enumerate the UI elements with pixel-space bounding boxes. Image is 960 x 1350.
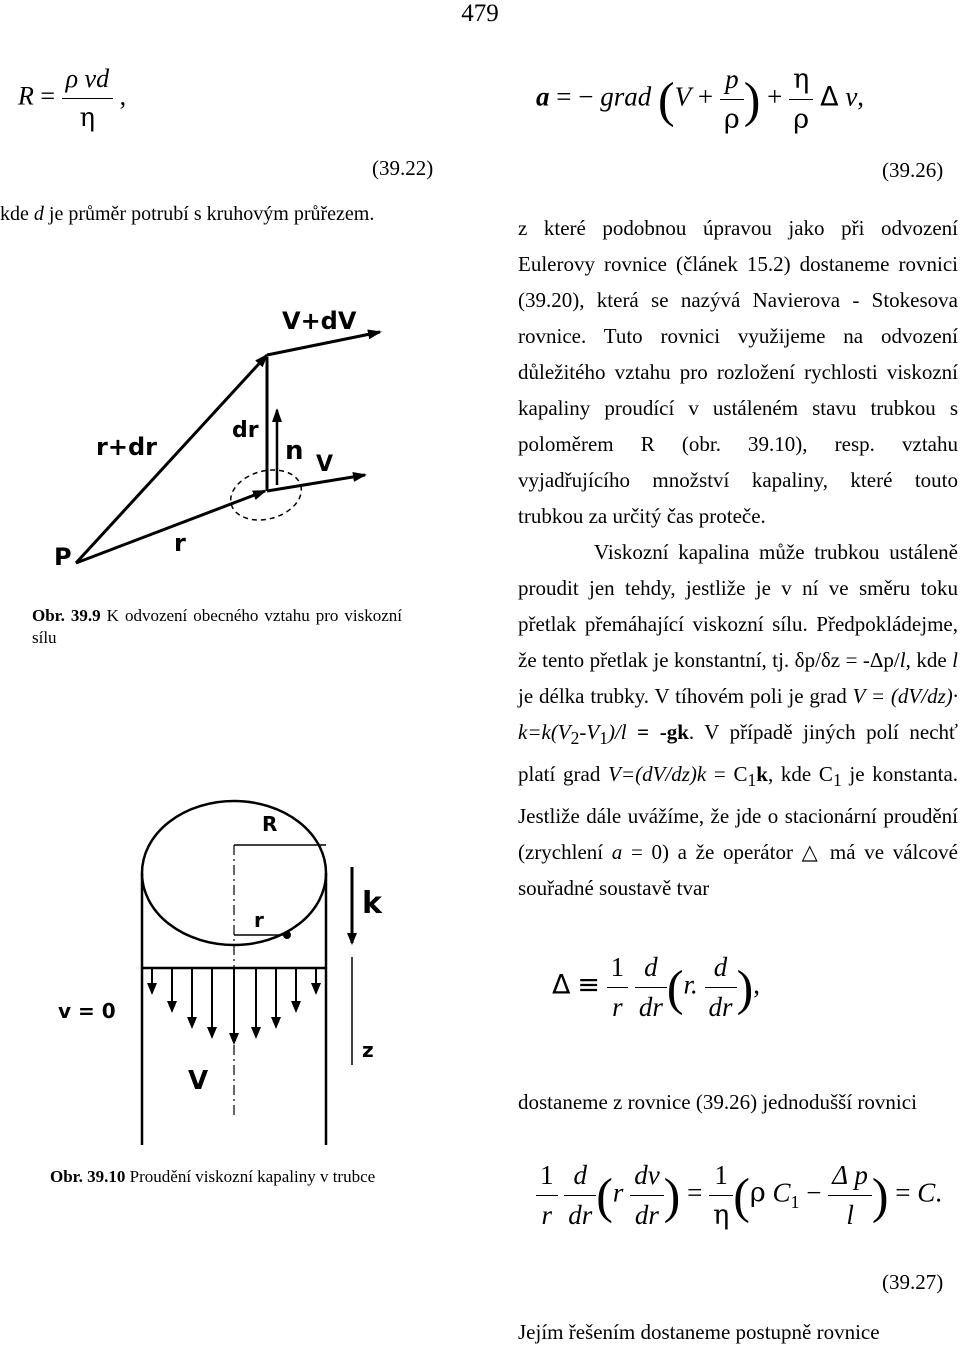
label-r-plus-dr: r+dr <box>96 433 157 461</box>
text-simpler-equation: dostaneme z rovnice (39.26) jednodušší rovnici <box>518 1090 917 1114</box>
equation-number-39-26: (39.26) <box>882 158 944 182</box>
page-number: 479 <box>461 0 499 27</box>
label-r-pipe: r <box>254 908 264 932</box>
label-k: k <box>362 886 382 921</box>
reynolds-denominator: η <box>79 103 96 133</box>
paragraph-viscous-flow: Viskozní kapalina může trubkou ustáleně proudit jen tehdy, jestliže je v ní ve směru toku přetlak přemáhající viskozní sílu. Předpokládejme, že tento přetlak je konstantní, tj. δp/δz = -Δp/l, kde l je délka trubky. V tíhovém poli je grad $V = (dV/dz)\cdot k=k(V_2-V_1)/l = -gk$. V případě jiných polí nechť platí grad $V=(dV/dz)k = C_1k$, kde $C_1$ je konstanta. Jestliže dále uvážíme, že jde o stacionární proudění (zrychlení a = 0) a že operátor △ má ve válcové souřadné soustavě tvar <box>518 540 959 901</box>
label-v: V <box>316 452 334 477</box>
radius-r-endpoint <box>283 931 291 939</box>
figure-39-10-pipe-flow <box>44 775 414 1150</box>
p-over-rho: $\frac{p}{\rho}$ <box>720 64 744 135</box>
equation-number-39-27: (39.27) <box>882 1270 944 1294</box>
label-z: z <box>362 1038 374 1062</box>
reynolds-numerator: ρ vd <box>62 64 114 99</box>
figure-39-9-vector-diagram <box>40 295 420 585</box>
vector-r <box>76 491 265 563</box>
label-V-profile: V <box>188 1066 209 1096</box>
equation-number-39-22: (39.22) <box>372 156 434 180</box>
label-v-plus-dv: V+dV <box>282 307 357 335</box>
reynolds-note: kde d je průměr potrubí s kruhovým průřezem. <box>0 203 375 225</box>
figure-39-9-caption: Obr. 39.9 K odvození obecného vztahu pro viskozní sílu <box>32 606 402 647</box>
vector-v-plus-dv <box>267 332 380 355</box>
navier-stokes-equation: a = − grad (V + $\frac{p}{\rho}$ ) + $\frac{\eta}{\rho}$ Δ v, <box>536 64 865 135</box>
reynolds-comma: , <box>119 81 127 111</box>
paragraph-navier-stokes: z které podobnou úpravou jako při odvození Eulerovy rovnice (článek 15.2) dostaneme rovnici (39.20), která se nazývá Navierova - Stokesova rovnice. Tuto rovnici využijeme na odvození důležitého vztahu pro rozložení rychlosti viskozní kapaliny proudící v ustáleném stavu trubkou s poloměrem R (obr. 39.10), resp. vztahu vyjadřujícího množství kapaliny, které touto trubkou za určitý čas proteče. <box>518 216 958 528</box>
eta-over-rho: $\frac{\eta}{\rho}$ <box>789 64 813 135</box>
label-p: P <box>54 543 72 571</box>
text-solution-intro: Jejím řešením dostaneme postupně rovnice <box>518 1320 880 1344</box>
label-dr: dr <box>232 418 259 443</box>
reynolds-lhs: R <box>18 81 34 111</box>
cylindrical-laplacian-equation: Δ ≡ $\frac{1}{r}$ $\frac{d}{dr}$ (r. $\frac{d}{dr}$ ), <box>552 952 760 1022</box>
figure-39-10-caption: Obr. 39.10 Proudění viskozní kapaliny v trubce <box>50 1167 376 1186</box>
vector-v <box>267 475 365 491</box>
label-r: r <box>174 529 186 557</box>
label-n: n <box>285 436 304 466</box>
simplified-flow-equation: $\frac{1}{r}$ $\frac{d}{dr}$ (r $\frac{dv}{dr}$ ) = $\frac{1}{\eta}$ (ρ $C_1$ − $\frac{\text{Δ p}}{l}$ ) = C. <box>536 1160 942 1231</box>
label-v-equals-0: v = 0 <box>58 999 116 1023</box>
reynolds-fraction <box>62 64 114 133</box>
velocity-profile-arrows <box>152 968 316 1043</box>
label-R: R <box>262 812 278 836</box>
reynolds-equation: R = $\frac{\text{ρ vd}}{\eta}$ , <box>18 64 127 133</box>
